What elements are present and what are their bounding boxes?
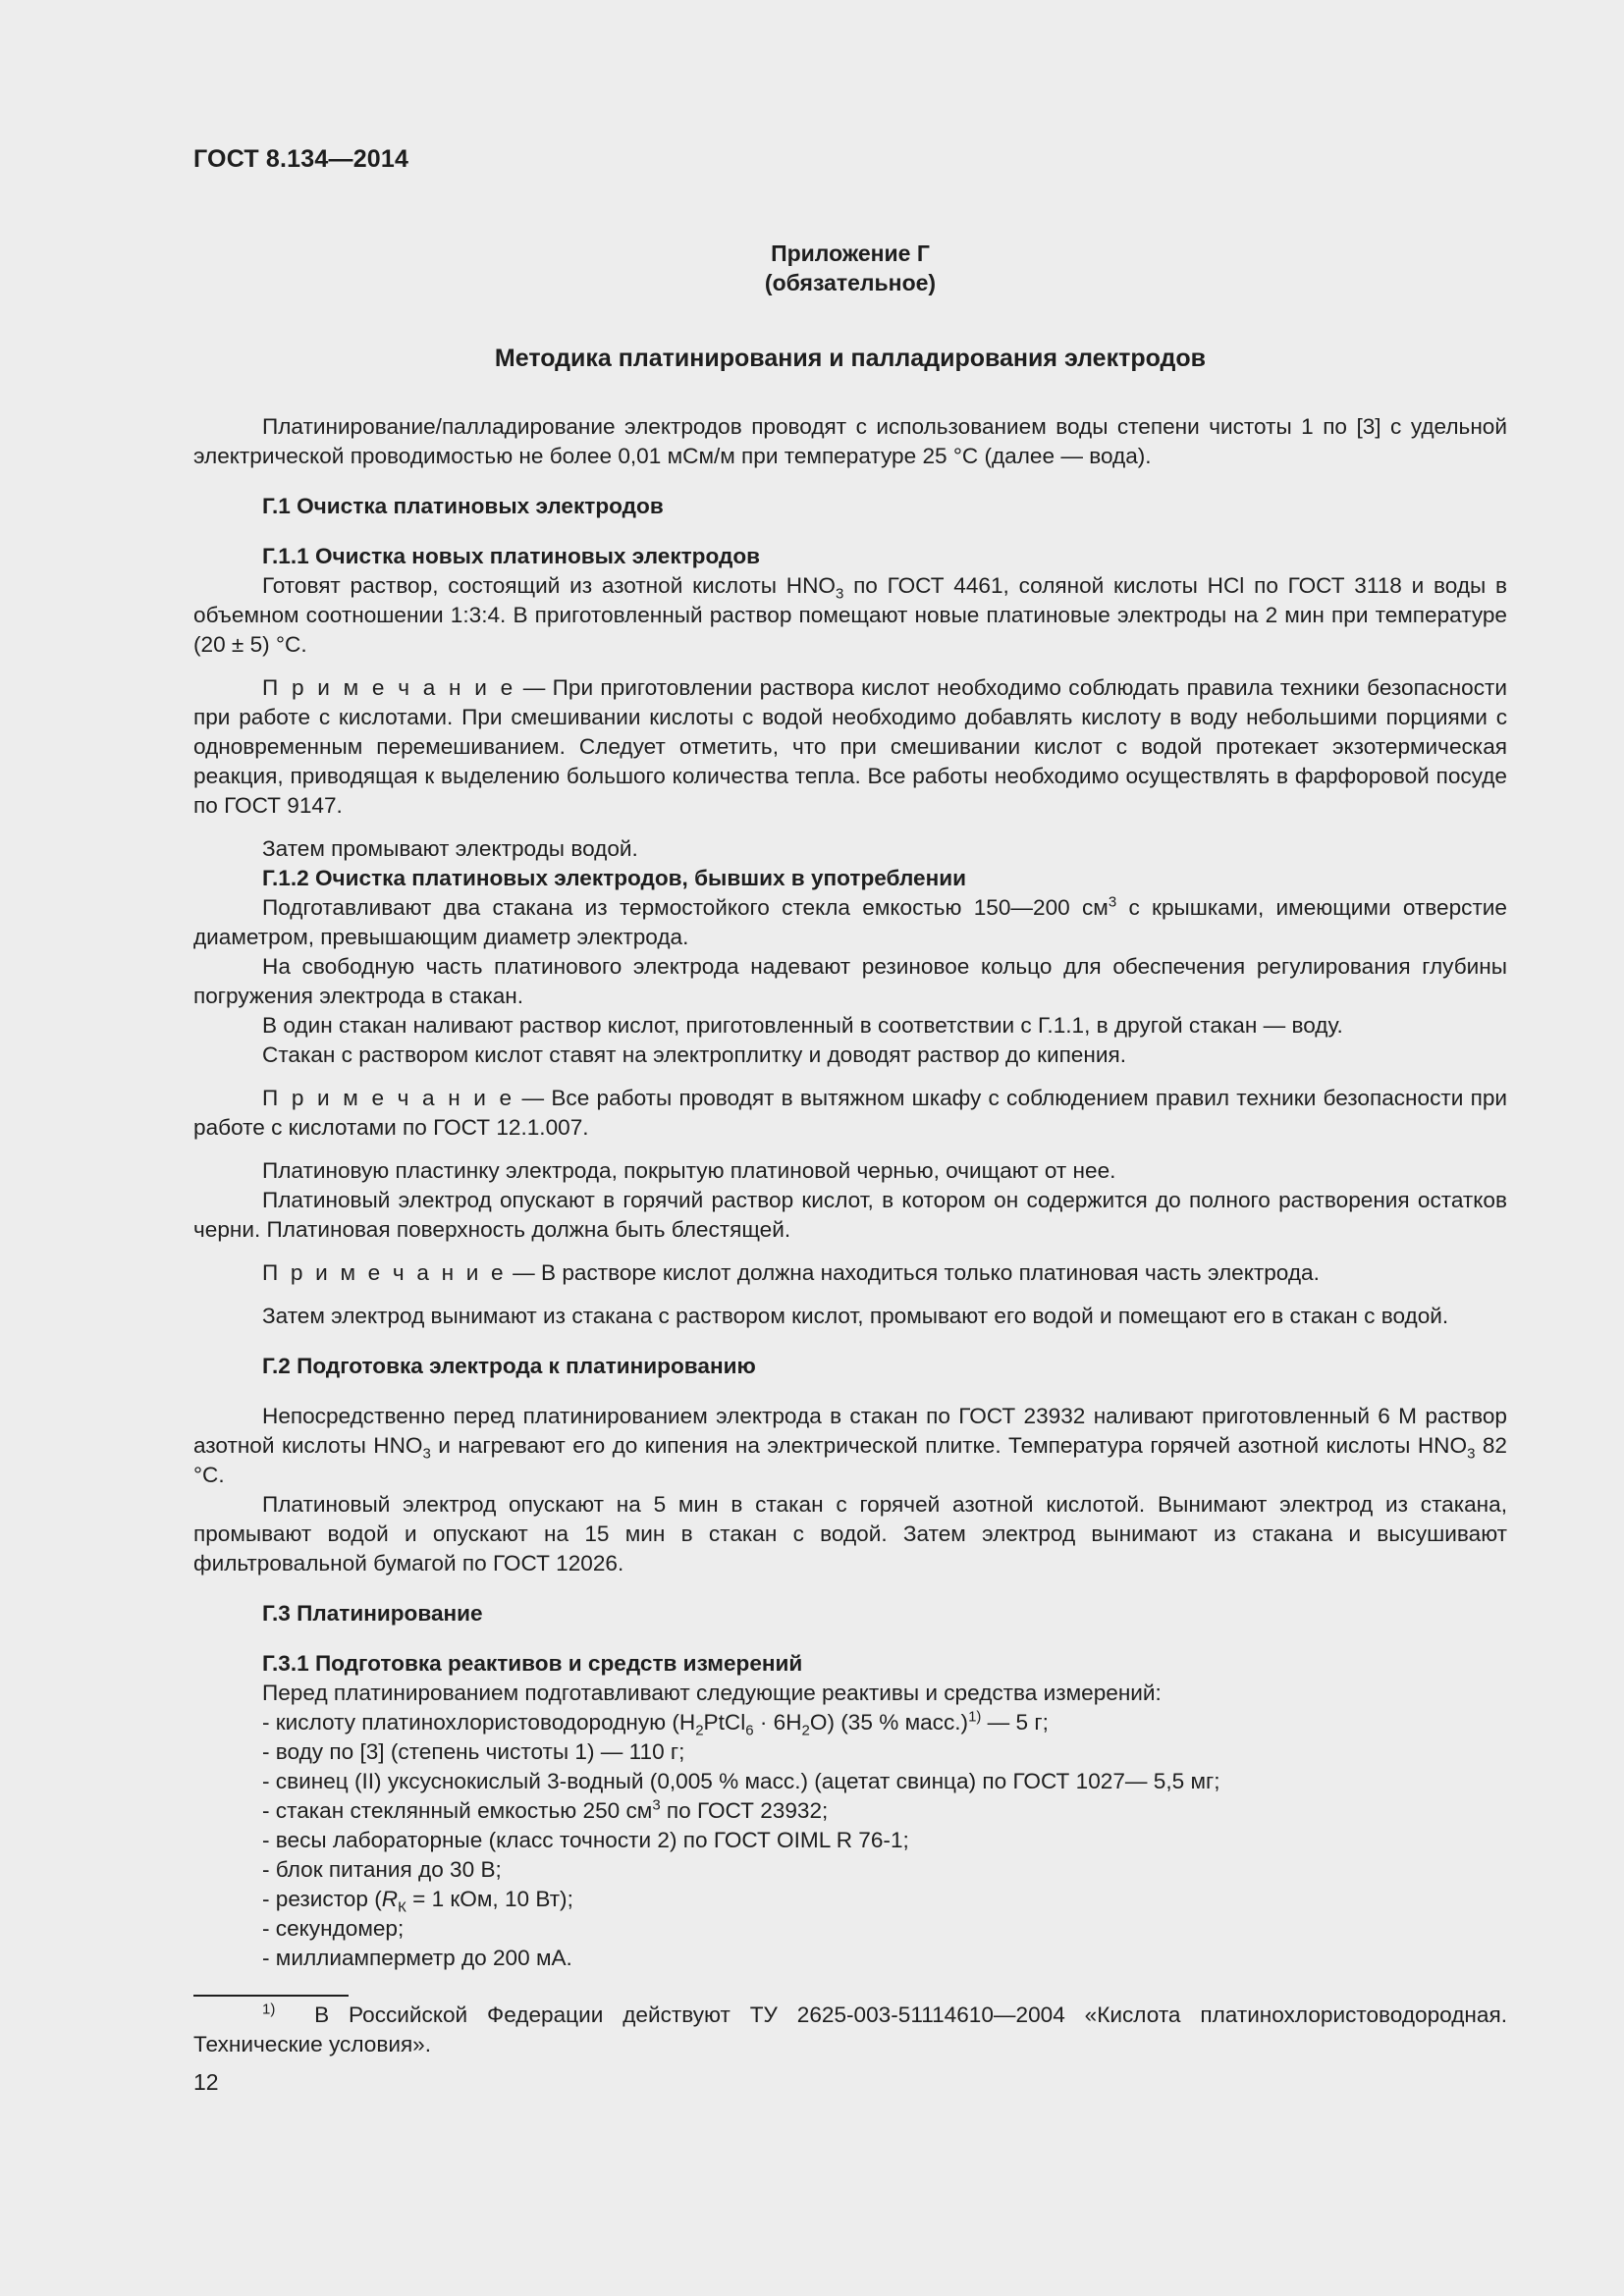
list-item: - кислоту платинохлористоводородную $(H_2PtCl_6 \cdot 6H_2O)$ (35 % масс.)$^{1)}$ — 5 г; [262,1708,1049,1739]
document-title: Методика платинирования и палладирования электродов [494,345,1207,372]
list-item: - резистор ($R_К = 1$ кОм, 10 Вт); [262,1887,573,1916]
note-label: П р и м е ч а н и е [262,1086,515,1110]
note-paragraph: П р и м е ч а н и е — При приготовлении раствора кислот необходимо соблюдать правила техники безопасности при работе с кислотами. При смешивании кислоты с водой необходимо добавлять кислоту в воду небольшими порциями с одновременным перемешиванием. Следует отметить, что при смешивании кислот с водой протекает экзотермическая реакция, приводящая к выделению большого количества тепла. Все работы необходимо осуществлять в фарфоровой посуде по ГОСТ 9147. [193,675,1507,818]
section-heading-g12: Г.1.2 Очистка платиновых электродов, бывших в употреблении [262,866,966,890]
list-item: - миллиамперметр до 200 мА. [262,1946,572,1970]
paragraph: На свободную часть платинового электрода надевают резиновое кольцо для обеспечения регулирования глубины погружения электрода в стакан. [193,954,1507,1008]
paragraph: Затем промывают электроды водой. [262,836,638,861]
footnote-mark: 1) [262,2001,276,2018]
footnote-divider [193,1995,349,1997]
paragraph: Затем электрод вынимают из стакана с раствором кислот, промывают его водой и помещают его в стакан с водой. [262,1304,1449,1328]
note-label: П р и м е ч а н и е [262,675,516,700]
list-item: - свинец (II) уксуснокислый 3-водный (0,005 % масс.) (ацетат свинца) по ГОСТ 1027— 5,5 мг; [262,1769,1220,1793]
list-intro: Перед платинированием подготавливают следующие реактивы и средства измерений: [262,1681,1162,1705]
reagents-list [193,1679,1507,1973]
appendix-heading [193,239,1507,297]
section-heading-g31: Г.3.1 Подготовка реактивов и средств измерений [262,1651,803,1676]
standard-code: ГОСТ 8.134—2014 [193,145,409,173]
paragraph: Платиновый электрод опускают на 5 мин в стакан с горячей азотной кислотой. Вынимают электрод из стакана, промывают водой и опускают на 15 мин в стакан с водой. Затем электрод вынимают из стакана и высушивают фильтровальной бумагой по ГОСТ 12026. [193,1492,1507,1575]
page-number: 12 [193,2069,219,2095]
paragraph: В один стакан наливают раствор кислот, приготовленный в соответствии с Г.1.1, в другой стакан — воду. [262,1013,1343,1038]
paragraph: Платиновый электрод опускают в горячий раствор кислот, в котором он содержится до полного растворения остатков черни. Платиновая поверхность должна быть блестящей. [193,1188,1507,1242]
intro-paragraph: Платинирование/палладирование электродов проводят с использованием воды степени чистоты 1 по [3] с удельной электрической проводимостью не более 0,01 мСм/м при температуре 25 °С (далее — вода). [193,414,1507,468]
paragraph: Готовят раствор, состоящий из азотной кислоты $HNO_3$ по ГОСТ 4461, соляной кислоты HCl по ГОСТ 3118 и воды в объемном соотношении 1:3:4. В приготовленный раствор помещают новые платиновые электроды на 2 мин при температуре (20 ± 5) °С. [193,573,1508,657]
document-page [193,145,1507,2096]
list-item: - воду по [3] (степень чистоты 1) — 110 г; [262,1739,685,1764]
list-item: - блок питания до 30 В; [262,1857,502,1882]
appendix-label: Приложение Г [771,240,930,266]
section-heading-g3: Г.3 Платинирование [262,1601,483,1626]
note-label: П р и м е ч а н и е [262,1260,507,1285]
section-heading-g2: Г.2 Подготовка электрода к платинированию [262,1354,756,1378]
list-item: - секундомер; [262,1916,405,1941]
paragraph: Стакан с раствором кислот ставят на электроплитку и доводят раствор до кипения. [262,1042,1126,1067]
note-paragraph: П р и м е ч а н и е — В растворе кислот должна находиться только платиновая часть электрода. [262,1260,1320,1285]
list-item: - стакан стеклянный емкостью 250 $см^3$ по ГОСТ 23932; [262,1796,829,1823]
appendix-status: (обязательное) [764,270,937,295]
list-item: - весы лабораторные (класс точности 2) по ГОСТ OIML R 76-1; [262,1828,909,1852]
paragraph: Подготавливают два стакана из термостойкого стекла емкостью 150—200 $см^3$ с крышками, имеющими отверстие диаметром, превышающим диаметр электрода. [193,893,1507,949]
section-heading-g1: Г.1 Очистка платиновых электродов [262,494,664,518]
footnote: $^{1)}$ В Российской Федерации действуют ТУ 2625-003-51114610—2004 «Кислота платинохлористоводородная. Технические условия». [193,2001,1507,2056]
section-heading-g11: Г.1.1 Очистка новых платиновых электродов [262,544,761,568]
paragraph: Непосредственно перед платинированием электрода в стакан по ГОСТ 23932 наливают приготовленный 6 М раствор азотной кислоты $HNO_3$ и нагревают его до кипения на электрической плитке. Температура горячей азотной кислоты $HNO_3$ 82 °С. [193,1404,1507,1487]
note-paragraph: П р и м е ч а н и е — Все работы проводят в вытяжном шкафу с соблюдением правил техники безопасности при работе с кислотами по ГОСТ 12.1.007. [193,1086,1508,1140]
paragraph: Платиновую пластинку электрода, покрытую платиновой чернью, очищают от нее. [262,1158,1116,1183]
